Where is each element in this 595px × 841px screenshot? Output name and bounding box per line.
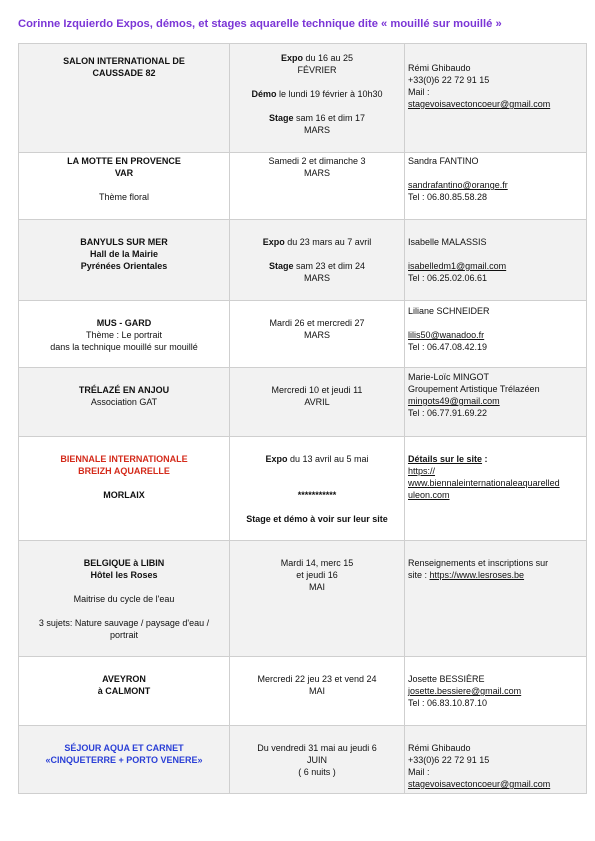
date-cell (230, 541, 405, 657)
event-month: MARS (303, 330, 330, 340)
site-label: site : (408, 570, 430, 580)
table-row (19, 220, 587, 301)
separator-stars: *********** (297, 490, 337, 500)
expo-dates: du 16 au 25 (302, 53, 354, 63)
contact-phone: Tel : 06.83.10.87.10 (408, 698, 488, 708)
contact-email-link[interactable]: lilis50@wanadoo.fr (408, 330, 485, 340)
place-city: MORLAIX (103, 490, 145, 500)
place-venue: Hall de la Mairie (89, 249, 159, 259)
stage-month: MARS (303, 125, 330, 135)
place-name: BREIZH AQUARELLE (78, 466, 170, 476)
contact-email-link[interactable]: mingots49@gmail.com (408, 396, 500, 406)
table-row (19, 44, 587, 153)
place-city: à CALMONT (97, 686, 151, 696)
place-theme: Maitrise du cycle de l'eau (73, 594, 175, 604)
info-text: Renseignements et inscriptions sur (408, 558, 549, 568)
place-venue: Hôtel les Roses (90, 570, 158, 580)
contact-name: Sandra FANTINO (408, 156, 479, 166)
stage-dates: sam 23 et dim 24 (293, 261, 366, 271)
contact-cell (405, 220, 587, 301)
contact-phone: +33(0)6 22 72 91 15 (408, 755, 490, 765)
contact-name: Rémi Ghibaudo (408, 63, 471, 73)
place-technique: dans la technique mouillé sur mouillé (50, 342, 198, 352)
place-cell (19, 44, 230, 153)
place-cell (19, 726, 230, 794)
website-link-part[interactable]: www.biennaleinternationaleaquarelled (408, 478, 560, 488)
contact-phone: +33(0)6 22 72 91 15 (408, 75, 490, 85)
event-dates: Du vendredi 31 mai au jeudi 6 (257, 743, 377, 753)
event-dates: Samedi 2 et dimanche 3 (268, 156, 366, 166)
stage-label: Stage (268, 261, 294, 271)
expo-dates: du 23 mars au 7 avril (284, 237, 372, 247)
expo-dates: du 13 avril au 5 mai (287, 454, 369, 464)
event-dates: Mardi 14, merc 15 (280, 558, 354, 568)
event-month: JUIN (307, 755, 327, 765)
contact-cell (405, 44, 587, 153)
place-cell (19, 301, 230, 368)
place-name: BANYULS SUR MER (80, 237, 168, 247)
date-cell (230, 437, 405, 541)
place-cell (19, 368, 230, 437)
place-cell (19, 657, 230, 726)
table-row (19, 301, 587, 368)
place-name: «CINQUETERRE + PORTO VENERE» (45, 755, 203, 765)
table-row (19, 657, 587, 726)
contact-email-link[interactable]: stagevoisavectoncoeur@gmail.com (408, 779, 551, 789)
website-link[interactable]: https://www.lesroses.be (429, 570, 525, 580)
contact-name: Liliane SCHNEIDER (408, 306, 490, 316)
contact-phone: Tel : 06.25.02.06.61 (408, 273, 488, 283)
expo-label: Expo (265, 454, 288, 464)
contact-phone: Tel : 06.47.08.42.19 (408, 342, 488, 352)
website-link-part[interactable]: https:// (408, 466, 436, 476)
event-dates: Mercredi 22 jeu 23 et vend 24 (257, 674, 377, 684)
details-label: Détails sur le site (408, 454, 483, 464)
date-cell (230, 153, 405, 220)
place-cell (19, 541, 230, 657)
contact-group: Groupement Artistique Trélazéen (408, 384, 540, 394)
website-link-part[interactable]: uleon.com (408, 490, 450, 500)
contact-cell (405, 368, 587, 437)
contact-email-link[interactable]: sandrafantino@orange.fr (408, 180, 508, 190)
event-note: Stage et démo à voir sur leur site (246, 514, 388, 524)
expo-label: Expo (280, 53, 303, 63)
place-theme: Thème : Le portrait (85, 330, 163, 340)
place-name: MUS - GARD (96, 318, 152, 328)
contact-phone: Tel : 06.80.85.58.28 (408, 192, 488, 202)
event-month: AVRIL (304, 397, 330, 407)
place-name: SALON INTERNATIONAL DE (63, 56, 185, 66)
contact-email-link[interactable]: josette.bessiere@gmail.com (408, 686, 522, 696)
contact-name: Josette BESSIÈRE (408, 674, 485, 684)
table-row (19, 437, 587, 541)
place-association: Association GAT (90, 397, 158, 407)
contact-phone: Tel : 06.77.91.69.22 (408, 408, 488, 418)
demo-date: le lundi 19 février à 10h30 (276, 89, 383, 99)
place-cell (19, 220, 230, 301)
date-cell (230, 726, 405, 794)
page-title: Corinne Izquierdo Expos, démos, et stages aquarelle technique dite « mouillé sur mouillé » (18, 18, 502, 30)
contact-cell (405, 437, 587, 541)
contact-cell (405, 726, 587, 794)
stage-dates: sam 16 et dim 17 (293, 113, 366, 123)
place-subjects: portrait (109, 630, 138, 640)
details-colon: : (482, 454, 488, 464)
place-name: LA MOTTE EN PROVENCE (67, 156, 181, 166)
date-cell (230, 44, 405, 153)
website-link[interactable] (408, 465, 584, 501)
date-cell (230, 220, 405, 301)
event-month: MAI (308, 686, 325, 696)
event-dates: Mardi 26 et mercredi 27 (269, 318, 365, 328)
contact-mail-label: Mail : (408, 87, 430, 97)
contact-email-link[interactable]: isabelledm1@gmail.com (408, 261, 507, 271)
event-month: MARS (303, 168, 330, 178)
contact-name: Isabelle MALASSIS (408, 237, 487, 247)
place-name: CAUSSADE 82 (92, 68, 156, 78)
place-name: TRÉLAZÉ EN ANJOU (78, 385, 170, 395)
place-region: VAR (114, 168, 134, 178)
event-dates: Mercredi 10 et jeudi 11 (271, 385, 363, 395)
contact-cell (405, 541, 587, 657)
place-name: AVEYRON (102, 674, 146, 684)
contact-email-link[interactable]: stagevoisavectoncoeur@gmail.com (408, 99, 551, 109)
events-table (18, 43, 587, 794)
place-subjects: 3 sujets: Nature sauvage / paysage d'eau / (38, 618, 210, 628)
event-dates: et jeudi 16 (296, 570, 338, 580)
contact-cell (405, 153, 587, 220)
place-cell (19, 153, 230, 220)
place-theme: Thème floral (98, 192, 150, 202)
contact-name: Marie-Loïc MINGOT (408, 372, 490, 382)
event-month: MAI (308, 582, 325, 592)
place-cell (19, 437, 230, 541)
date-cell (230, 657, 405, 726)
contact-cell (405, 657, 587, 726)
place-name: BIENNALE INTERNATIONALE (60, 454, 188, 464)
contact-mail-label: Mail : (408, 767, 430, 777)
table-row (19, 541, 587, 657)
place-name: SÉJOUR AQUA ET CARNET (64, 743, 184, 753)
place-name: BELGIQUE à LIBIN (83, 558, 165, 568)
demo-label: Démo (251, 89, 277, 99)
contact-name: Rémi Ghibaudo (408, 743, 471, 753)
date-cell (230, 368, 405, 437)
table-row (19, 153, 587, 220)
date-cell (230, 301, 405, 368)
place-region: Pyrénées Orientales (80, 261, 168, 271)
expo-label: Expo (262, 237, 285, 247)
stage-label: Stage (268, 113, 294, 123)
expo-month: FÉVRIER (297, 65, 337, 75)
contact-cell (405, 301, 587, 368)
table-row (19, 726, 587, 794)
table-row (19, 368, 587, 437)
event-duration: ( 6 nuits ) (298, 767, 336, 777)
stage-month: MARS (303, 273, 330, 283)
